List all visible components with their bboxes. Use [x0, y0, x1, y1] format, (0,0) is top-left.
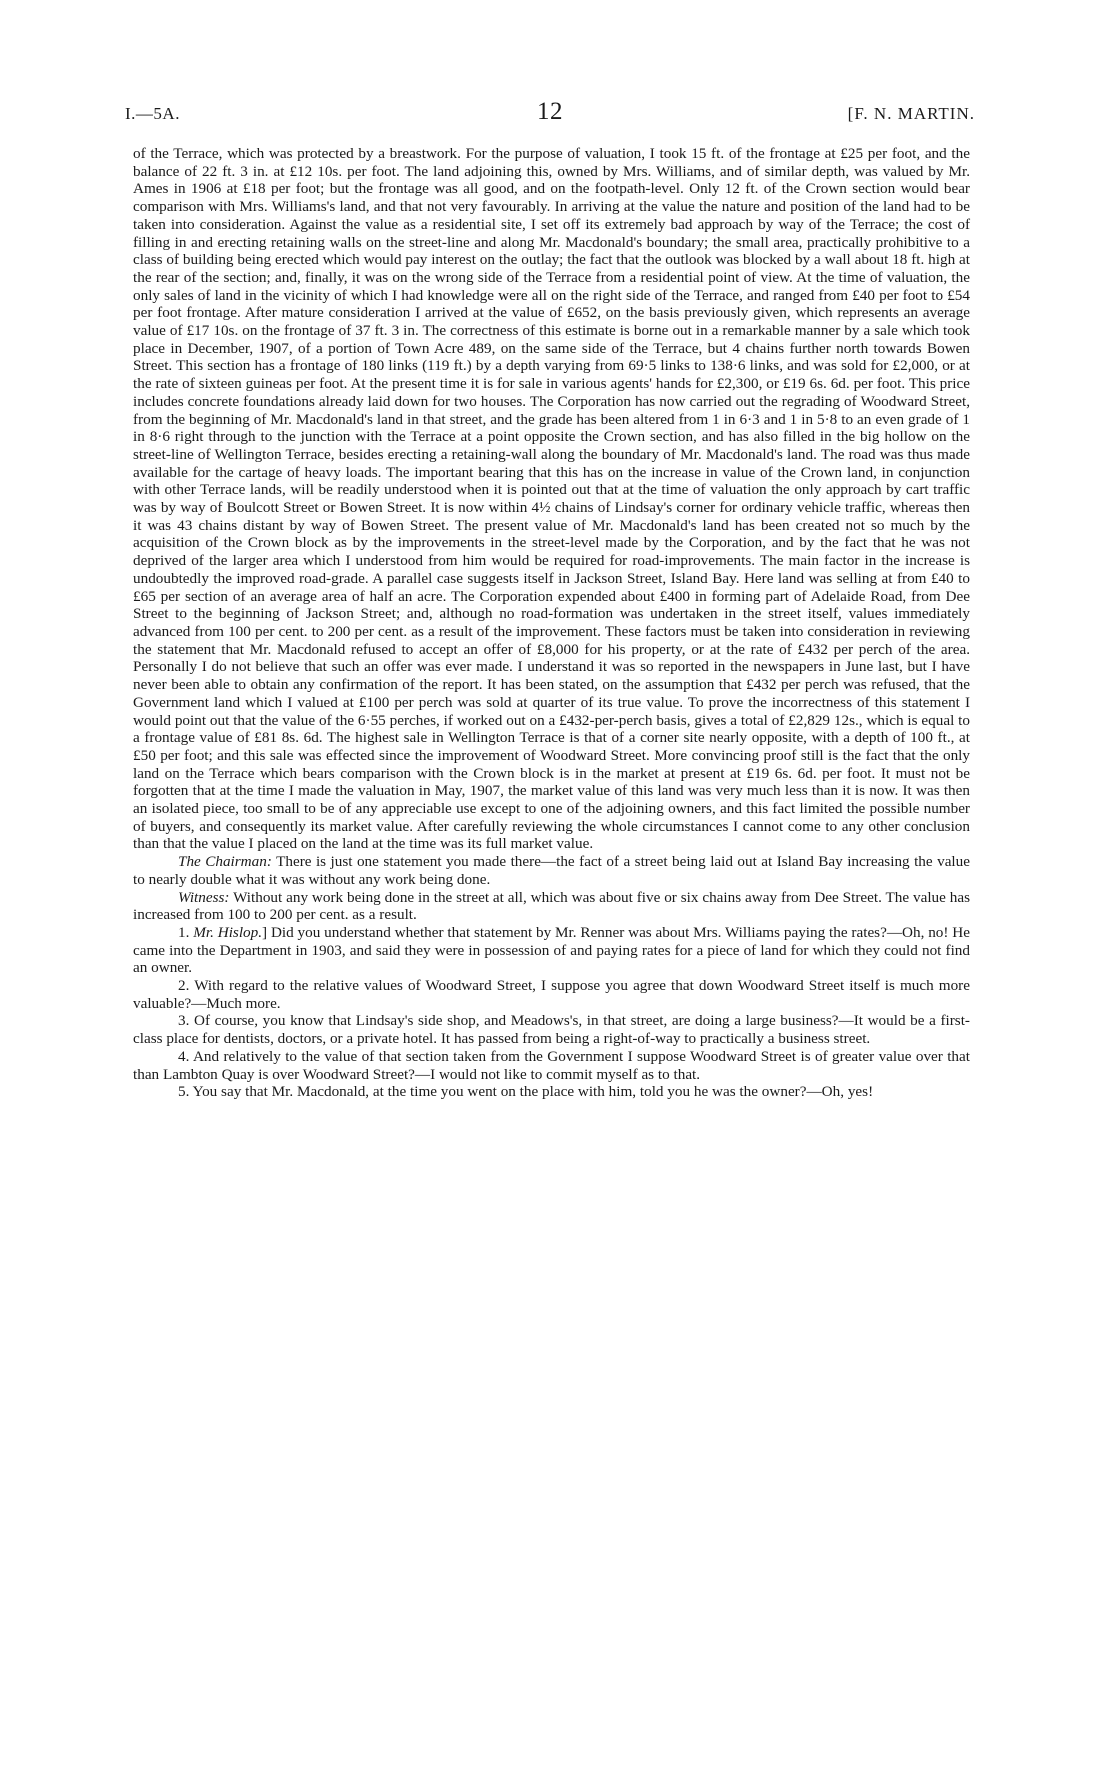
question-5	[133, 1083, 970, 1101]
paper-reference: I.—5A.	[125, 104, 180, 123]
question-number: 4.	[178, 1047, 193, 1065]
exchange-witness	[133, 889, 970, 924]
question-number: 1.	[178, 923, 194, 941]
question-4	[133, 1048, 970, 1083]
question-2	[133, 977, 970, 1012]
question-number: 5.	[178, 1083, 193, 1101]
exchange-chairman	[133, 853, 970, 888]
page-header	[125, 98, 975, 134]
exchange-text: Without any work being done in the street at all, which was about five or six chains away from Dee Street. The value has increased from 100 to 200 per cent. as a result.	[133, 888, 970, 924]
question-text: ] Did you understand whether that statement by Mr. Renner was about Mrs. Williams paying the rates?—Oh, no! He came into the Department in 1903, and said they were in possession of and paying rates for a piece of land for which they could not find an owner.	[133, 923, 970, 977]
main-paragraph: of the Terrace, which was protected by a breastwork. For the purpose of valuation, I took 15 ft. of the frontage at £25 per foot, and the balance of 22 ft. 3 in. at £12 10s. per foot. The land adjoining this, owned by Mrs. Williams, and of similar depth, was valued by Mr. Ames in 1906 at £18 per foot; but the frontage was all good, and on the footpath-level. Only 12 ft. of the Crown section would bear comparison with Mrs. Williams's land, and that not very favourably. In arriving at the value the nature and position of the land had to be taken into consideration. Against the value as a residential site, I set off its extremely bad approach by way of the Terrace; the cost of filling in and erecting retaining walls on the street-line and along Mr. Macdonald's boundary; the small area, practically prohibitive to a class of building being erected which would pay interest on the outlay; the fact that the outlook was blocked by a wall about 18 ft. high at the rear of the section; and, finally, it was on the wrong side of the Terrace from a residential point of view. At the time of valuation, the only sales of land in the vicinity of which I had knowledge were all on the right side of the Terrace, and ranged from £40 per foot to £54 per foot frontage. After mature consideration I arrived at the value of £652, on the basis previously given, which represents an average value of £17 10s. on the frontage of 37 ft. 3 in. The correctness of this estimate is borne out in a remarkable manner by a sale which took place in December, 1907, of a portion of Town Acre 489, on the same side of the Terrace, but 4 chains further north towards Bowen Street. This section has a frontage of 180 links (119 ft.) by a depth varying from 69·5 links to 138·6 links, and was sold for £2,000, or at the rate of sixteen guineas per foot. At the present time it is for sale in various agents' hands for £2,300, or £19 6s. 6d. per foot. This price includes concrete foundations already laid down for two houses. The Corporation has now carried out the regrading of Woodward Street, from the beginning of Mr. Macdonald's land in that street, and the grade has been altered from 1 in 6·3 and 1 in 5·8 to an even grade of 1 in 8·6 right through to the junction with the Terrace at a point opposite the Crown section, and has also filled in the big hollow on the street-line of Wellington Terrace, besides erecting a retaining-wall along the boundary of Mr. Macdonald's land. The road was thus made available for the cartage of heavy loads. The important bearing that this has on the increase in value of the Crown land, in conjunction with other Terrace lands, will be readily understood when it is pointed out that at the time of valuation the only approach by cart traffic was by way of Boulcott Street or Bowen Street. It is now within 4½ chains of Lindsay's corner for ordinary vehicle traffic, whereas then it was 43 chains distant by way of Bowen Street. The present value of Mr. Macdonald's land has been created not so much by the acquisition of the Crown block as by the improvements in the street-level made by the Corporation, and by the fact that he was not deprived of the larger area which I understood from him would be required for road-improvements. The main factor in the increase is undoubtedly the improved road-grade. A parallel case suggests itself in Jackson Street, Island Bay. Here land was selling at from £40 to £65 per section of an average area of half an acre. The Corporation expended about £400 in forming part of Adelaide Road, from Dee Street to the beginning of Jackson Street; and, although no road-formation was undertaken in the street itself, values immediately advanced from 100 per cent. to 200 per cent. as a result of the improvement. These factors must be taken into consideration in reviewing the statement that Mr. Macdonald refused to accept an offer of £8,000 for his property, or at the rate of £432 per perch of the area. Personally I do not believe that such an offer was ever made. I understand it was so reported in the newspapers in June last, but I have never been able to obtain any confirmation of the report. It has been stated, on the assumption that £432 per perch was refused, that the Government land which I valued at £100 per perch was sold at quarter of its true value. To prove the incorrectness of this statement I would point out that the value of the 6·55 perches, if worked out on a £432-per-perch basis, gives a total of £2,829 12s., which is equal to a frontage value of £81 8s. 6d. The highest sale in Wellington Terrace is that of a corner site nearly opposite, with a depth of 100 ft., at £50 per foot; and this sale was effected since the improvement of Woodward Street. More convincing proof still is the fact that the only land on the Terrace which bears comparison with the Crown block is in the market at present at £19 6s. 6d. per foot. It must not be forgotten that at the time I made the valuation in May, 1907, the market value of this land was very much less than it is now. It was then an isolated piece, too small to be of any appreciable use except to one of the adjoining owners, and this fact limited the possible number of buyers, and consequently its market value. After carefully reviewing the whole circumstances I cannot come to any other conclusion than that the value I placed on the land at the time was its full market value.	[133, 145, 970, 853]
witness-name: [F. N. MARTIN.	[847, 104, 975, 123]
speaker-label: Mr. Hislop.	[193, 923, 263, 941]
question-text: You say that Mr. Macdonald, at the time you went on the place with him, told you he was the owner?—Oh, yes!	[192, 1083, 874, 1101]
question-text: With regard to the relative values of Woodward Street, I suppose you agree that down Woodward Street itself is much more valuable?—Much more.	[133, 977, 970, 1012]
question-number: 2.	[178, 977, 195, 995]
question-text: Of course, you know that Lindsay's side shop, and Meadows's, in that street, are doing a large business?—It would be a first-class place for dentists, doctors, or a private hotel. It has passed from being a right-of-way to practically a business street.	[133, 1012, 970, 1048]
question-1	[133, 924, 970, 977]
speaker-label: The Chairman:	[178, 853, 272, 871]
question-3	[133, 1012, 970, 1047]
exchange-text: There is just one statement you made there—the fact of a street being laid out at Island Bay increasing the value to nearly double what it was without any work being done.	[133, 853, 970, 888]
speaker-label: Witness:	[178, 888, 230, 906]
page-number: 12	[537, 98, 563, 125]
question-number: 3.	[178, 1012, 194, 1030]
body-text	[133, 145, 970, 1101]
question-text: And relatively to the value of that section taken from the Government I suppose Woodward Street is of greater value over that than Lambton Quay is over Woodward Street?—I would not like to commit myself as to that.	[133, 1047, 970, 1083]
